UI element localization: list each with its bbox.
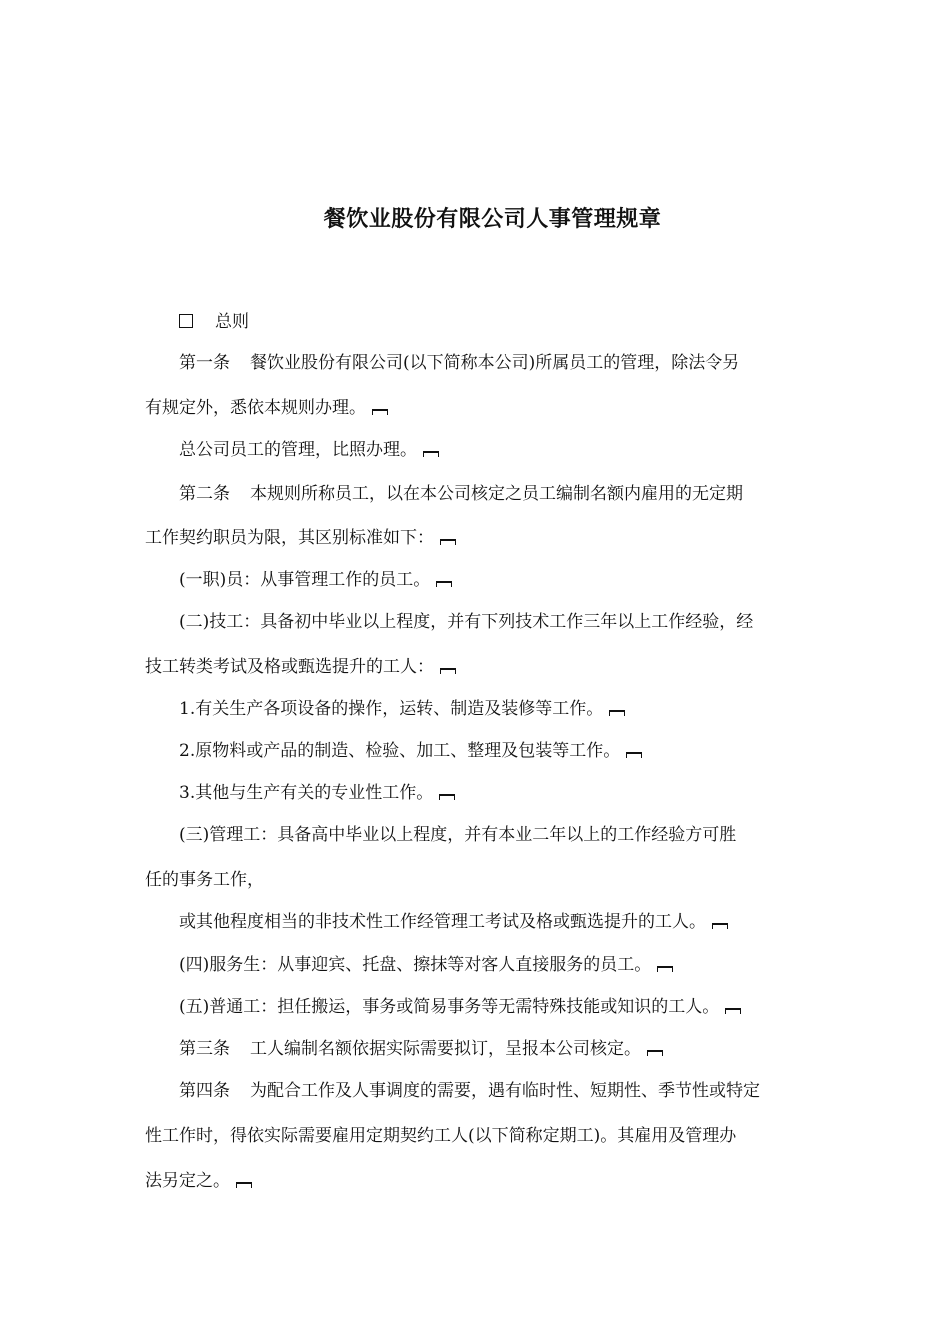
article-4-line-2 xyxy=(145,1125,815,1147)
paragraph-mark-icon xyxy=(725,1005,741,1015)
article-1-text-2: 有规定外，悉依本规则办理。 xyxy=(145,398,366,418)
paragraph-mark-icon xyxy=(647,1047,663,1057)
clause-2-line-1 xyxy=(179,611,849,633)
paragraph-mark-icon xyxy=(609,707,625,717)
clause-3-text-2: 任的事务工作， xyxy=(145,870,264,890)
clause-3-line-3 xyxy=(179,911,849,933)
head-office-paragraph xyxy=(179,439,849,461)
paragraph-mark-icon xyxy=(236,1179,252,1189)
article-4-label: 第四条 xyxy=(179,1081,230,1101)
article-4-line-3 xyxy=(145,1170,815,1192)
clause-4 xyxy=(179,954,849,976)
article-2-label: 第二条 xyxy=(179,484,230,504)
clause-3-text-1: (三)管理工：具备高中毕业以上程度，并有本业二年以上的工作经验方可胜 xyxy=(179,825,737,845)
item-2-text: 2.原物料或产品的制造、检验、加工、整理及包装等工作。 xyxy=(179,741,621,761)
clause-3-line-2 xyxy=(145,869,815,891)
article-1-text-1: 餐饮业股份有限公司(以下简称本公司)所属员工的管理，除法令另 xyxy=(250,353,740,373)
clause-2-text-1: (二)技工：具备初中毕业以上程度，并有下列技术工作三年以上工作经验，经 xyxy=(179,612,754,632)
paragraph-mark-icon xyxy=(440,536,456,546)
clause-2-line-2 xyxy=(145,656,815,678)
section-heading-text: 总则 xyxy=(215,312,249,332)
clause-1-text: (一职)员：从事管理工作的员工。 xyxy=(179,570,431,590)
paragraph-mark-icon xyxy=(372,406,388,416)
clause-4-text: (四)服务生：从事迎宾、托盘、擦抹等对客人直接服务的员工。 xyxy=(179,955,652,975)
clause-3-line-1 xyxy=(179,824,849,846)
article-1-line-1 xyxy=(179,352,849,374)
article-2-line-1 xyxy=(179,483,849,505)
item-1 xyxy=(179,698,849,720)
paragraph-mark-icon xyxy=(626,749,642,759)
clause-5-text: (五)普通工：担任搬运，事务或简易事务等无需特殊技能或知识的工人。 xyxy=(179,997,720,1017)
paragraph-mark-icon xyxy=(439,791,455,801)
clause-2-text-2: 技工转类考试及格或甄选提升的工人： xyxy=(145,657,434,677)
article-3-text: 工人编制名额依据实际需要拟订，呈报本公司核定。 xyxy=(250,1039,641,1059)
checkbox-icon xyxy=(179,314,193,328)
section-heading xyxy=(179,311,849,333)
head-office-text: 总公司员工的管理，比照办理。 xyxy=(179,440,417,460)
paragraph-mark-icon xyxy=(657,963,673,973)
article-4-line-1 xyxy=(179,1080,849,1102)
article-1-label: 第一条 xyxy=(179,353,230,373)
paragraph-mark-icon xyxy=(436,578,452,588)
article-4-text-2: 性工作时，得依实际需要雇用定期契约工人(以下简称定期工)。其雇用及管理办 xyxy=(145,1126,737,1146)
item-2 xyxy=(179,740,849,762)
article-2-text-1: 本规则所称员工，以在本公司核定之员工编制名额内雇用的无定期 xyxy=(250,484,743,504)
paragraph-mark-icon xyxy=(712,920,728,930)
item-3 xyxy=(179,782,849,804)
paragraph-mark-icon xyxy=(423,448,439,458)
article-3 xyxy=(179,1038,849,1060)
item-1-text: 1.有关生产各项设备的操作，运转、制造及装修等工作。 xyxy=(179,699,604,719)
clause-1 xyxy=(179,569,849,591)
paragraph-mark-icon xyxy=(440,665,456,675)
article-2-line-2 xyxy=(145,527,815,549)
item-3-text: 3.其他与生产有关的专业性工作。 xyxy=(179,783,434,803)
article-2-text-2: 工作契约职员为限，其区别标准如下： xyxy=(145,528,434,548)
article-4-text-3: 法另定之。 xyxy=(145,1171,230,1191)
article-4-text-1: 为配合工作及人事调度的需要，遇有临时性、短期性、季节性或特定 xyxy=(250,1081,760,1101)
document-title: 餐饮业股份有限公司人事管理规章 xyxy=(323,207,662,232)
clause-5 xyxy=(179,996,849,1018)
article-3-label: 第三条 xyxy=(179,1039,230,1059)
article-1-line-2 xyxy=(145,397,815,419)
clause-3-text-3: 或其他程度相当的非技术性工作经管理工考试及格或甄选提升的工人。 xyxy=(179,912,706,932)
